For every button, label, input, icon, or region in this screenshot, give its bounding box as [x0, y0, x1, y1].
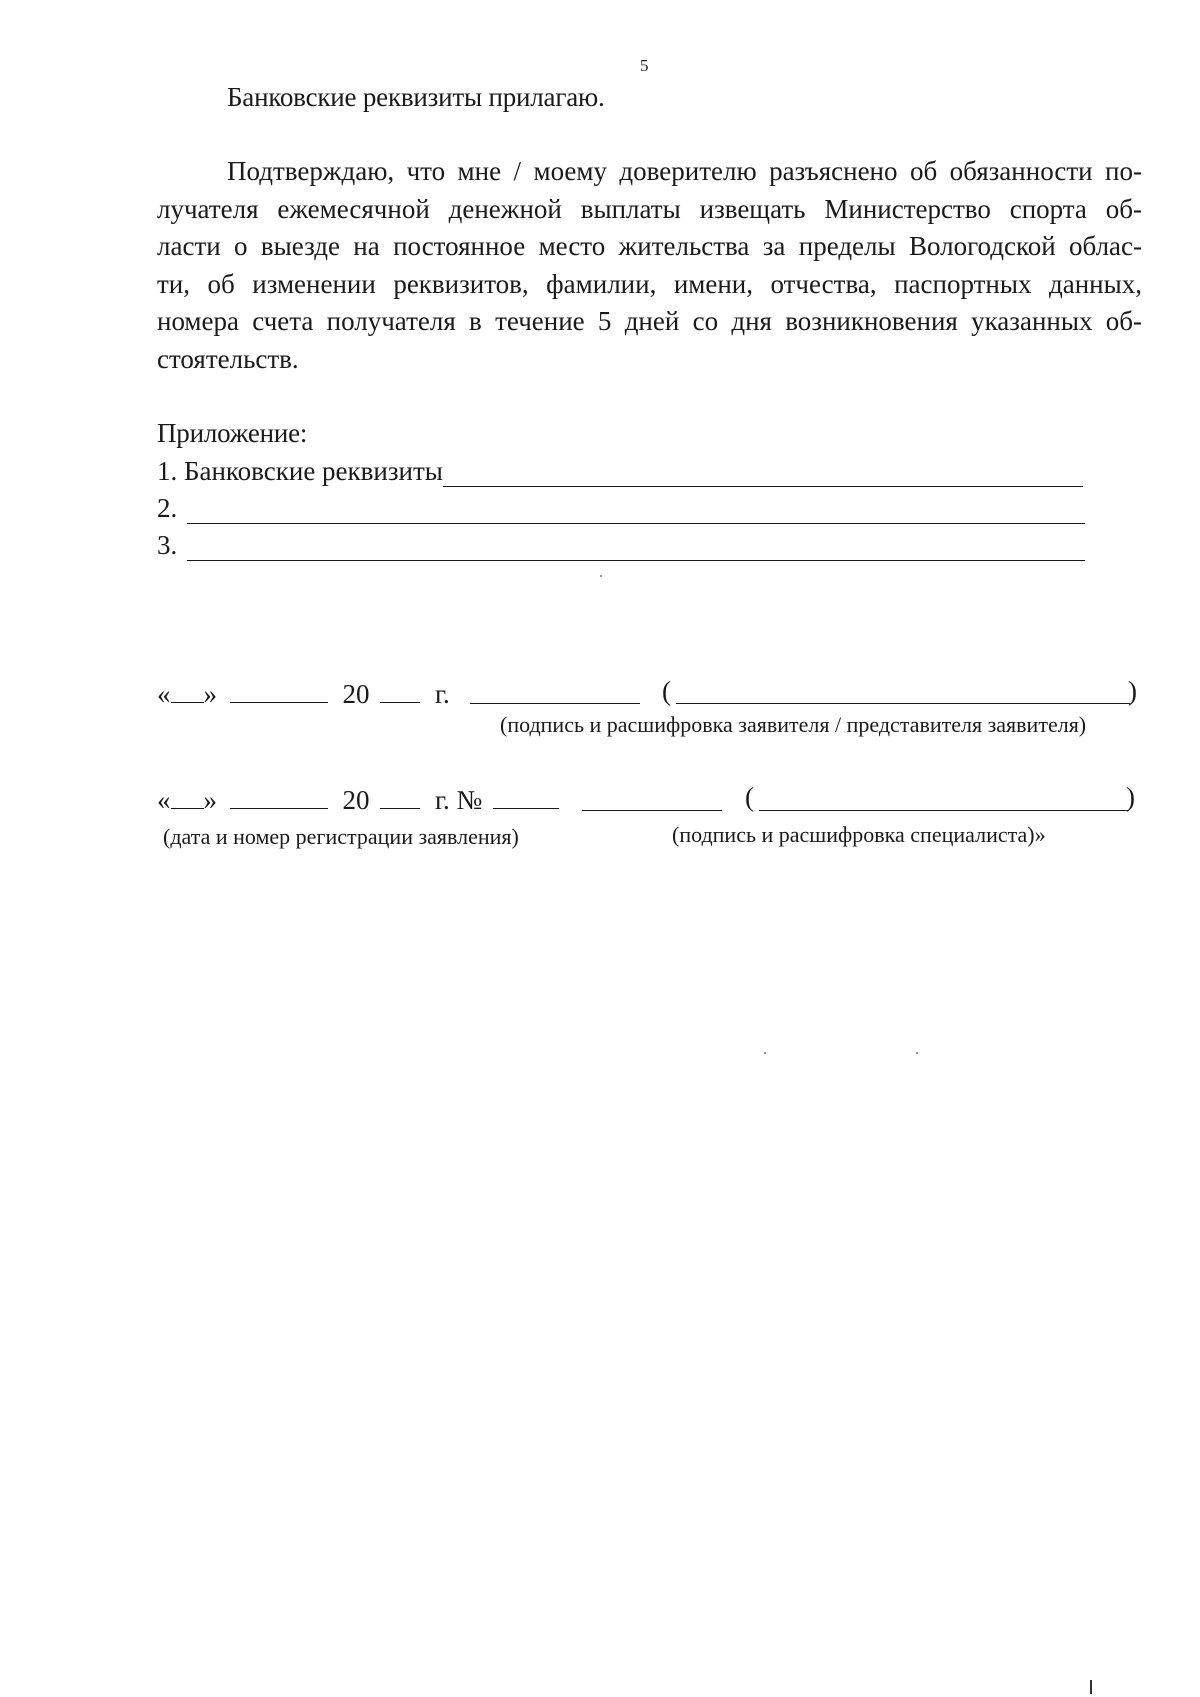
- specialist-name-blank[interactable]: [759, 810, 1129, 811]
- day-blank[interactable]: [171, 678, 204, 703]
- month-blank[interactable]: [230, 784, 328, 809]
- specialist-signature-blank[interactable]: [582, 810, 722, 811]
- attachments-heading: Приложение:: [157, 418, 308, 448]
- applicant-signature-blank[interactable]: [470, 703, 640, 704]
- close-quote: »: [203, 679, 217, 709]
- paragraph-line: ти, об изменении реквизитов, фамилии, имени, отчества, паспортных данных,: [157, 268, 1142, 299]
- scan-mark: [1090, 1680, 1092, 1694]
- open-quote: «: [157, 785, 171, 815]
- registration-number-blank[interactable]: [493, 784, 559, 809]
- year-prefix: 20: [342, 679, 370, 709]
- close-quote: »: [203, 785, 217, 815]
- registration-date-row: [157, 784, 559, 816]
- bank-details-attached-text: Банковские реквизиты прилагаю.: [227, 82, 605, 112]
- attachment-label: 1. Банковские реквизиты: [157, 456, 443, 486]
- paragraph-line: стоятельств.: [157, 343, 299, 374]
- attachment-item-3: [157, 530, 1085, 561]
- specialist-paren-open: (: [745, 782, 754, 812]
- attachment-item-2: [157, 493, 1085, 524]
- year-blank[interactable]: [380, 784, 420, 809]
- specialist-signature-caption: (подпись и расшифровка специалиста)»: [672, 822, 1046, 847]
- paragraph-line: номера счета получателя в течение 5 дней со дня возникновения указанных об-: [157, 306, 1142, 336]
- attachment-item-1: [157, 456, 1083, 487]
- scan-speck: [916, 1052, 918, 1054]
- year-blank[interactable]: [380, 678, 420, 703]
- specialist-paren-close: ): [1126, 782, 1135, 812]
- page-number: 5: [640, 56, 649, 75]
- paragraph-line: ласти о выезде на постоянное место жительства за пределы Вологодской облас-: [157, 231, 1142, 261]
- attachment-label: 2.: [157, 493, 178, 523]
- paragraph-line: лучателя ежемесячной денежной выплаты извещать Министерство спорта об-: [157, 193, 1142, 224]
- paragraph-line: Подтверждаю, что мне / моему доверителю разъяснено об обязанности по-: [227, 156, 1142, 186]
- applicant-paren-close: ): [1128, 676, 1137, 706]
- applicant-paren-open: (: [662, 676, 671, 706]
- attachment-blank-line[interactable]: [187, 497, 1085, 524]
- open-quote: «: [157, 679, 171, 709]
- day-blank[interactable]: [171, 784, 204, 809]
- applicant-name-blank[interactable]: [676, 703, 1130, 704]
- attachment-blank-line[interactable]: [187, 534, 1085, 561]
- attachment-label: 3.: [157, 530, 178, 560]
- confirmation-paragraph: [157, 153, 1142, 378]
- year-suffix: г. №: [435, 785, 483, 815]
- scan-speck: [600, 575, 602, 577]
- year-suffix: г.: [435, 679, 450, 709]
- applicant-date-row: [157, 678, 450, 710]
- month-blank[interactable]: [230, 678, 328, 703]
- scan-speck: [764, 1052, 766, 1054]
- year-prefix: 20: [342, 785, 370, 815]
- attachment-blank-line[interactable]: [443, 460, 1083, 487]
- registration-date-caption: (дата и номер регистрации заявления): [163, 824, 519, 849]
- applicant-signature-caption: (подпись и расшифровка заявителя / представителя заявителя): [500, 712, 1087, 737]
